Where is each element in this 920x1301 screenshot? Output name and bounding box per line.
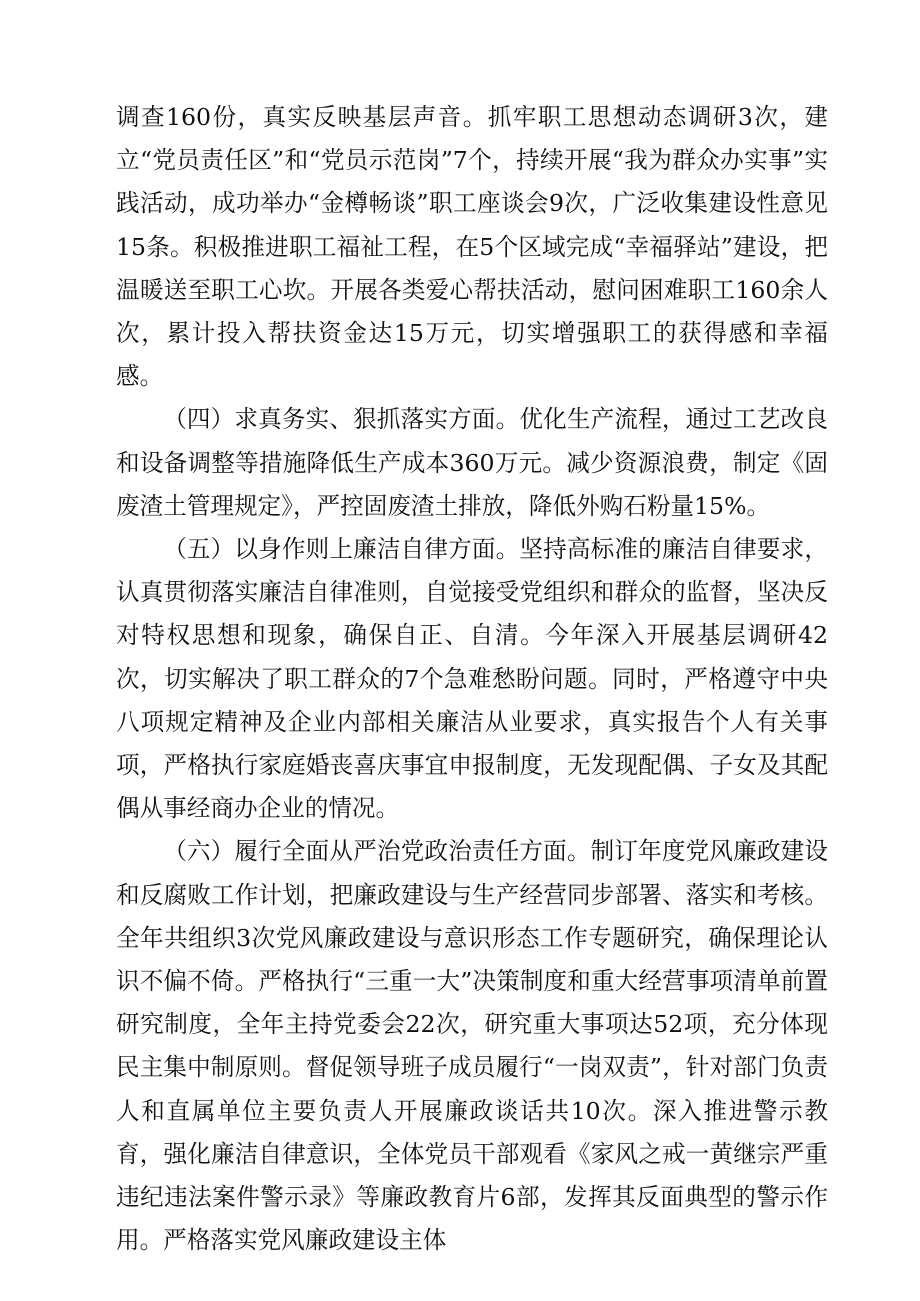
paragraph-section-5: （五）以身作则上廉洁自律方面。坚持高标准的廉洁自律要求，认真贯彻落实廉洁自律准则，自觉接受党组织和群众的监督，坚决反对特权思想和现象，确保自正、自清。今年深入开展基层调研42次，切实解决了职工群众的7个急难愁盼问题。同时，严格遵守中央八项规定精神及企业内部相关廉洁从业要求，真实报告个人有关事项，严格执行家庭婚丧喜庆事宜申报制度，无发现配偶、子女及其配偶从事经商办企业的情况。: [116, 535, 828, 823]
paragraph-section-4: （四）求真务实、狠抓落实方面。优化生产流程，通过工艺改良和设备调整等措施降低生产成本360万元。减少资源浪费，制定《固废渣土管理规定》，严控固废渣土排放，降低外购石粉量15%。: [116, 405, 828, 520]
paragraph-section-6: （六）履行全面从严治党政治责任方面。制订年度党风廉政建设和反腐败工作计划，把廉政建设与生产经营同步部署、落实和考核。全年共组织3次党风廉政建设与意识形态工作专题研究，确保理论认识不偏不倚。严格执行“三重一大”决策制度和重大经营事项清单前置研究制度，全年主持党委会22次，研究重大事项达52项，充分体现民主集中制原则。督促领导班子成员履行“一岗双责”，针对部门负责人和直属单位主要负责人开展廉政谈话共10次。深入推进警示教育，强化廉洁自律意识，全体党员干部观看《家风之戒一黄继宗严重违纪违法案件警示录》等廉政教育片6部，发挥其反面典型的警示作用。严格落实党风廉政建设主体: [116, 837, 828, 1255]
document-page: [116, 96, 828, 1262]
paragraph-continuation: 调查160份，真实反映基层声音。抓牢职工思想动态调研3次，建立“党员责任区”和“党员示范岗”7个，持续开展“我为群众办实事”实践活动，成功举办“金樽畅谈”职工座谈会9次，广泛收集建设性意见15条。积极推进职工福祉工程，在5个区域完成“幸福驿站”建设，把温暖送至职工心坎。开展各类爱心帮扶活动，慰问困难职工160余人次，累计投入帮扶资金达15万元，切实增强职工的获得感和幸福感。: [116, 103, 828, 391]
